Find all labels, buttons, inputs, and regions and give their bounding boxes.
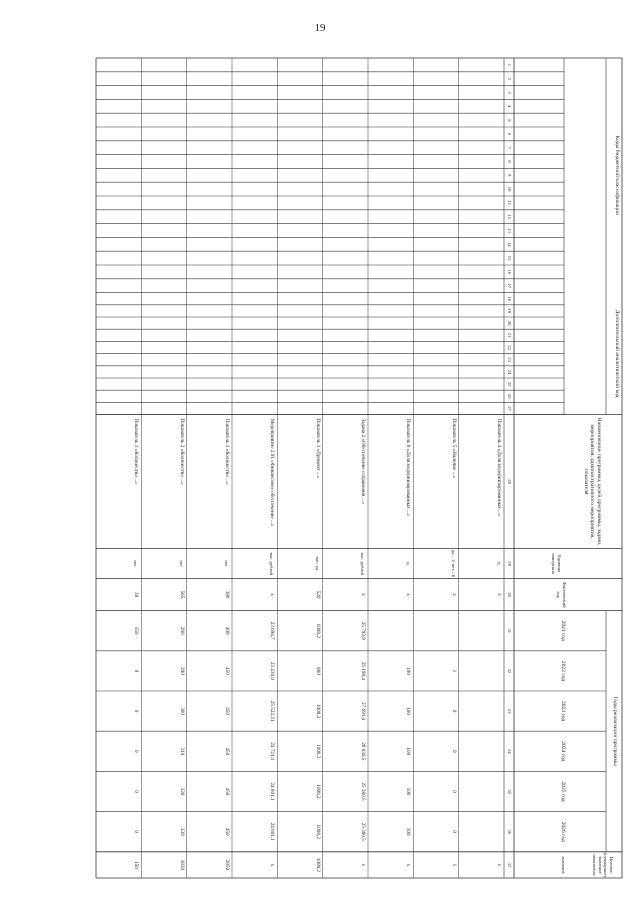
column-number: 6 [507,132,512,136]
row-fact: х [269,593,276,596]
row-year-value: 1008,2 [314,784,321,799]
row-unit: % [496,561,501,566]
row-year-value: 1008,2 [314,824,321,839]
row-year-value: 25 380,5 [360,822,366,841]
column-number: 21 [507,332,512,338]
row-year-value [462,691,501,731]
row-year-value: 100 [405,707,412,715]
column-number: 4 [507,105,512,108]
column-number: 33 [507,708,512,714]
row-name: Показатель 4 «Доля модернизированных ...» [496,418,502,517]
row-name: Показатель 1 «Количество ...» [224,418,230,485]
row-year-value [416,611,455,651]
row-year-value: 100 [405,827,412,836]
row-year-value: 450 [224,827,230,836]
column-number: 37 [507,862,512,868]
header-target-value: значение [561,856,566,874]
column-number: 25 [507,381,512,387]
row-year-value [462,812,501,852]
column-number: 3 [507,91,512,94]
row-year-value: 310 [178,747,185,756]
column-number: 30 [507,592,512,597]
row-target: 150 [133,861,140,869]
row-year-value: 25 190,4 [360,661,366,680]
column-number: 20 [507,320,512,326]
row-year-value: 450 [224,667,230,675]
row-year-value: 24 801,1 [269,822,276,841]
column-number: 9 [507,174,512,177]
row-year-value: 0 [450,790,457,793]
row-year-value: 25 793,9 [360,621,366,640]
row-target: х [360,863,366,867]
column-number: 2 [507,77,512,80]
row-fact: 386 [224,590,230,599]
row-name: Показатель 2 «Количество ...» [178,418,185,485]
column-number: 27 [507,406,512,411]
header-budget-codes: Коды бюджетной классификации [614,135,620,215]
row-year-value [462,611,501,651]
row-year-value: 0 [133,749,140,753]
column-number: 26 [507,393,512,399]
row-year-value: 290 [178,667,185,675]
row-year-value: 150 [133,626,140,635]
column-number: 10 [507,186,512,192]
row-year-value: 25 522,31 [269,700,276,722]
row-year-value: 300 [178,707,185,715]
column-number: 22 [507,345,512,350]
table-text-layer [92,50,628,886]
row-fact: х [360,593,366,596]
column-number: 23 [507,357,512,362]
row-year-value: 24 801,1 [269,782,276,801]
column-number: 1 [507,63,512,67]
header-unit: Единица измерения [551,553,562,574]
row-fact: х [496,593,502,596]
column-number: 31 [507,628,512,633]
header-year-1: 2021 год [560,620,566,641]
row-name: Показатель 5 «Наличие ...» [450,418,457,479]
row-year-value: 980 [314,667,321,675]
column-number: 32 [507,668,512,674]
row-year-value: 25 380,5 [360,782,366,801]
row-year-value: 450 [224,747,230,756]
row-year-value: 0 [133,709,140,713]
row-fact: х [405,593,412,596]
row-year-value [462,651,501,691]
header-year-3: 2023 год [560,700,566,722]
row-unit: % [405,561,411,566]
column-number: 7 [507,146,512,149]
column-number: 29 [507,561,512,566]
row-year-value: 330 [178,827,185,836]
column-number: 14 [507,241,512,247]
header-year-2: 2022 год [560,660,566,681]
column-number: 34 [507,748,512,754]
row-year-value: 27 691,4 [360,702,366,721]
row-name: Задача 2 «Обеспечение сохранения ...» [360,418,366,505]
row-year-value: 24 721,1 [269,742,276,761]
header-year-5: 2025 год [560,781,566,802]
row-year-value: 1 [450,669,457,673]
column-number: 11 [507,200,512,206]
row-year-value: 100 [405,787,412,796]
row-target: х [496,863,502,867]
header-year-4: 2024 год [560,741,566,762]
row-fact: 565 [178,590,185,599]
row-name: Мероприятие 2.01 «Финансовое обеспечение ...» [269,418,276,527]
column-number: 5 [507,118,512,122]
column-number: 8 [507,160,512,163]
row-target: 1830 [178,859,185,871]
row-year-value [462,771,501,811]
row-fact: 30 [133,592,140,598]
page-number: 19 [314,22,326,34]
row-year-value: 23 430,0 [269,661,276,680]
row-unit: тыс. рублей [360,552,365,576]
header-name: Наименование программы, целей программы, задачи, мероприятия, административного мероприятия, показателя [582,417,602,546]
header-target: Целевое (суммарное) значение показателя [592,852,614,878]
column-number: 28 [507,479,512,484]
header-year-6: 2026 год [560,821,566,842]
column-number: 13 [507,228,512,233]
row-year-value: 320 [178,787,185,796]
row-year-value: 1008,2 [314,623,321,638]
row-year-value: 280 [178,626,185,635]
row-unit: шт. [133,560,139,567]
row-year-value: 26 830,5 [360,742,366,761]
row-unit: тыс. ед. [314,556,320,572]
row-year-value: 400 [224,626,230,635]
column-number: 17 [507,283,512,288]
row-target: х [269,863,276,867]
row-year-value: 0 [133,790,140,793]
column-number: 36 [507,829,512,834]
row-unit: шт. [224,560,229,567]
row-year-value: 0 [133,669,140,673]
column-number: 35 [507,789,512,794]
row-target: 1 [450,863,457,867]
row-year-value: 450 [224,787,230,796]
row-target: 1008,2 [314,857,321,873]
row-target: х [405,863,412,867]
row-year-value: 450 [224,707,230,715]
row-target: 2850 [224,859,230,871]
row-name: Показатель 3 «Количество ...» [133,418,140,485]
row-year-value: 23 694,7 [269,621,276,640]
column-number: 19 [507,308,512,314]
row-unit: тыс. рублей [269,552,275,576]
column-number: 15 [507,255,512,261]
row-year-value: 100 [405,747,412,756]
row-year-value: 0 [450,749,457,753]
row-year-value: 0 [450,830,457,833]
row-fact: х [450,593,457,596]
row-fact: 520 [314,590,321,599]
column-number: 24 [507,369,512,375]
row-year-value [371,611,410,651]
row-name: Показатель 1 «Процент ...» [314,418,321,479]
row-unit: да – 1/ нет – 0 [450,550,456,578]
row-year-value: 0 [450,709,457,713]
row-year-value: 0 [133,830,140,833]
row-year-value: 100 [405,667,412,675]
row-name: Показатель 6 «Доля модернизированных ...» [405,418,412,517]
rotated-table [92,50,628,886]
header-years: Годы реализации программы [612,696,618,766]
row-year-value: 1008,2 [314,703,321,719]
row-year-value [462,731,501,771]
header-analytic-code: Дополнительный аналитический код [614,309,620,398]
header-fact-year: Фактический год [556,581,567,608]
row-unit: шт. [178,560,184,567]
column-number: 16 [507,269,512,275]
column-number: 12 [507,214,512,219]
column-number: 18 [507,296,512,301]
row-year-value: 1008,2 [314,744,321,759]
